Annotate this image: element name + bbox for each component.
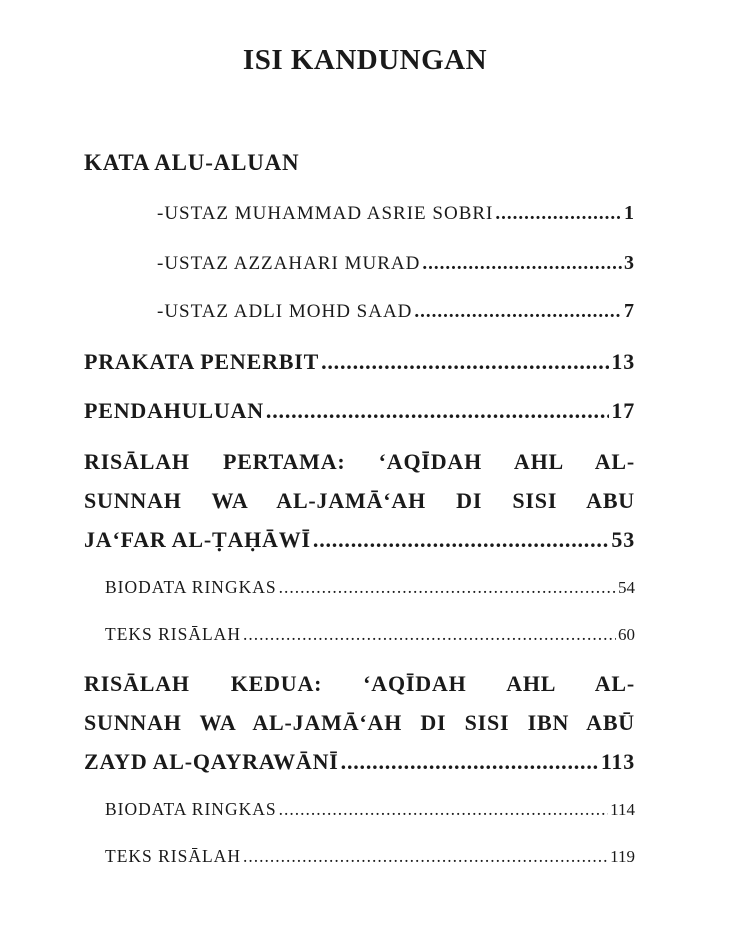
toc-entry-page: 7 <box>624 300 635 322</box>
section-heading-kata-alu-aluan: KATA ALU-ALUAN <box>84 150 300 175</box>
toc-entry-teks-1[interactable] <box>105 624 635 645</box>
dot-leader <box>243 846 608 867</box>
toc-entry-prakata[interactable] <box>84 349 635 375</box>
dot-leader <box>495 203 622 225</box>
toc-entry-foreword-azzahari[interactable] <box>157 252 635 275</box>
dot-leader <box>313 520 609 559</box>
toc-entry-label: -USTAZ ADLI MOHD SAAD <box>157 301 413 322</box>
dot-leader <box>243 624 616 645</box>
toc-entry-label: PRAKATA PENERBIT <box>84 349 320 374</box>
toc-entry-label-line: RISĀLAH KEDUA: ‘AQĪDAH AHL AL- <box>84 671 635 696</box>
toc-entry-label: -USTAZ AZZAHARI MURAD <box>157 253 421 274</box>
dot-leader <box>321 349 609 375</box>
toc-entry-page: 119 <box>610 847 635 866</box>
toc-entry-label: -USTAZ MUHAMMAD ASRIE SOBRI <box>157 203 494 224</box>
toc-entry-page: 13 <box>611 349 635 374</box>
toc-entry-risalah-kedua[interactable] <box>84 664 635 781</box>
toc-entry-page: 113 <box>600 749 635 774</box>
toc-entry-page: 60 <box>618 625 635 644</box>
toc-entry-label: PENDAHULUAN <box>84 398 264 423</box>
toc-entry-label-line: SUNNAH WA AL-JAMĀ‘AH DI SISI IBN ABŪ <box>84 710 635 735</box>
toc-entry-label: TEKS RISĀLAH <box>105 624 241 644</box>
toc-entry-label: BIODATA RINGKAS <box>105 799 277 819</box>
dot-leader <box>414 301 622 323</box>
toc-entry-page: 1 <box>624 202 635 224</box>
toc-entry-label: BIODATA RINGKAS <box>105 577 277 597</box>
toc-entry-biodata-2[interactable] <box>105 799 635 820</box>
toc-entry-label: TEKS RISĀLAH <box>105 846 241 866</box>
toc-entry-pendahuluan[interactable] <box>84 398 635 424</box>
toc-entry-page: 17 <box>611 398 635 423</box>
toc-entry-label-line: ZAYD AL-QAYRAWĀNĪ <box>84 749 339 774</box>
dot-leader <box>341 742 599 781</box>
page-title: ISI KANDUNGAN <box>242 44 488 76</box>
toc-entry-foreword-adli[interactable] <box>157 300 635 323</box>
toc-entry-page: 53 <box>611 527 635 552</box>
toc-entry-label-line: SUNNAH WA AL-JAMĀ‘AH DI SISI ABU <box>84 488 635 513</box>
toc-entry-label-line: RISĀLAH PERTAMA: ‘AQĪDAH AHL AL- <box>84 449 635 474</box>
dot-leader <box>422 253 622 275</box>
toc-entry-page: 114 <box>610 800 635 819</box>
toc-entry-foreword-asrie[interactable] <box>157 202 635 225</box>
toc-entry-page: 54 <box>618 578 635 597</box>
toc-entry-page: 3 <box>624 252 635 274</box>
toc-entry-biodata-1[interactable] <box>105 577 635 598</box>
toc-entry-label-line: JA‘FAR AL-ṬAḤĀWĪ <box>84 527 311 552</box>
toc-entry-risalah-pertama[interactable] <box>84 442 635 559</box>
dot-leader <box>266 398 609 424</box>
dot-leader <box>279 799 609 820</box>
toc-entry-teks-2[interactable] <box>105 846 635 867</box>
dot-leader <box>279 577 616 598</box>
